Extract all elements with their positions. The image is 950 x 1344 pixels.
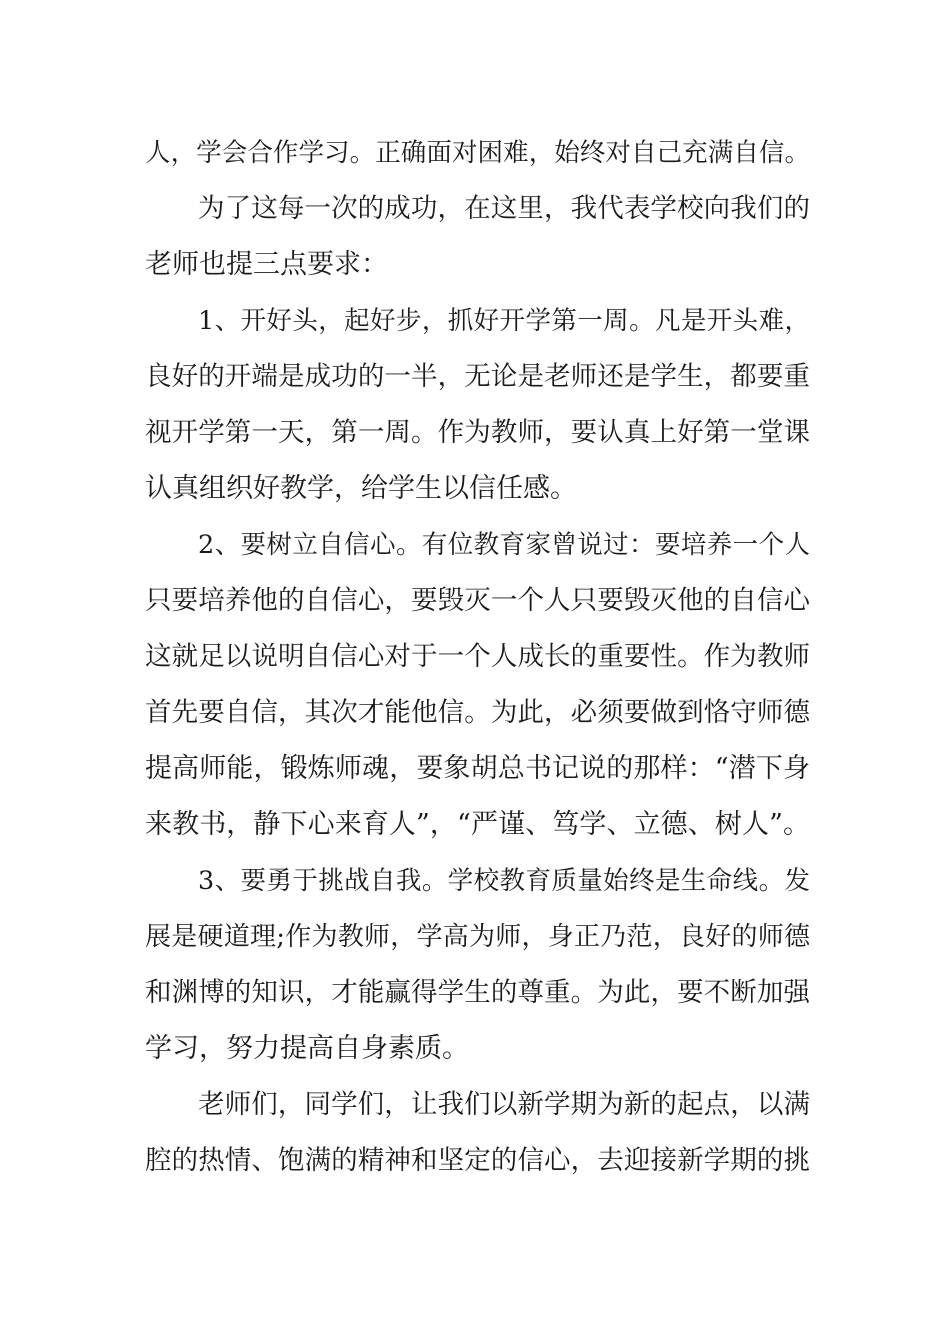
paragraph-start-line: 老师们，同学们，让我们以新学期为新的起点，以满 <box>198 1089 810 1120</box>
text-line: 首先要自信，其次才能他信。为此，必须要做到恪守师德 <box>145 697 810 728</box>
paragraph-start-line: 2、要树立自信心。有位教育家曾说过：要培养一个人 <box>198 530 810 560</box>
text-line: 人，学会合作学习。正确面对困难，始终对自己充满自信。 <box>145 138 810 168</box>
text-line: 展是硬道理;作为教师，学高为师，身正乃范，良好的师德 <box>145 922 810 952</box>
text-line: 良好的开端是成功的一半，无论是老师还是学生，都要重 <box>145 361 810 392</box>
text-line: 只要培养他的自信心，要毁灭一个人只要毁灭他的自信心 <box>145 585 810 616</box>
text-line: 老师也提三点要求： <box>145 249 388 280</box>
paragraph-start-line: 为了这每一次的成功，在这里，我代表学校向我们的 <box>198 193 810 224</box>
paragraph-start-line: 1、开好头，起好步，抓好开学第一周。凡是开头难， <box>198 306 810 336</box>
text-line: 认真组织好教学，给学生以信任感。 <box>145 473 577 504</box>
text-line: 提高师能，锻炼师魂，要象胡总书记说的那样：“潜下身 <box>145 753 810 784</box>
paragraph-start-line: 3、要勇于挑战自我。学校教育质量始终是生命线。发 <box>198 866 810 896</box>
text-line: 学习，努力提高自身素质。 <box>145 1033 469 1064</box>
text-line: 这就足以说明自信心对于一个人成长的重要性。作为教师 <box>145 641 810 672</box>
text-line: 视开学第一天，第一周。作为教师，要认真上好第一堂课 <box>145 417 810 448</box>
text-line: 腔的热情、饱满的精神和坚定的信心，去迎接新学期的挑 <box>145 1145 810 1176</box>
text-line: 和渊博的知识，才能赢得学生的尊重。为此，要不断加强 <box>145 977 810 1008</box>
text-line: 来教书，静下心来育人”，“严谨、笃学、立德、树人”。 <box>145 809 810 840</box>
